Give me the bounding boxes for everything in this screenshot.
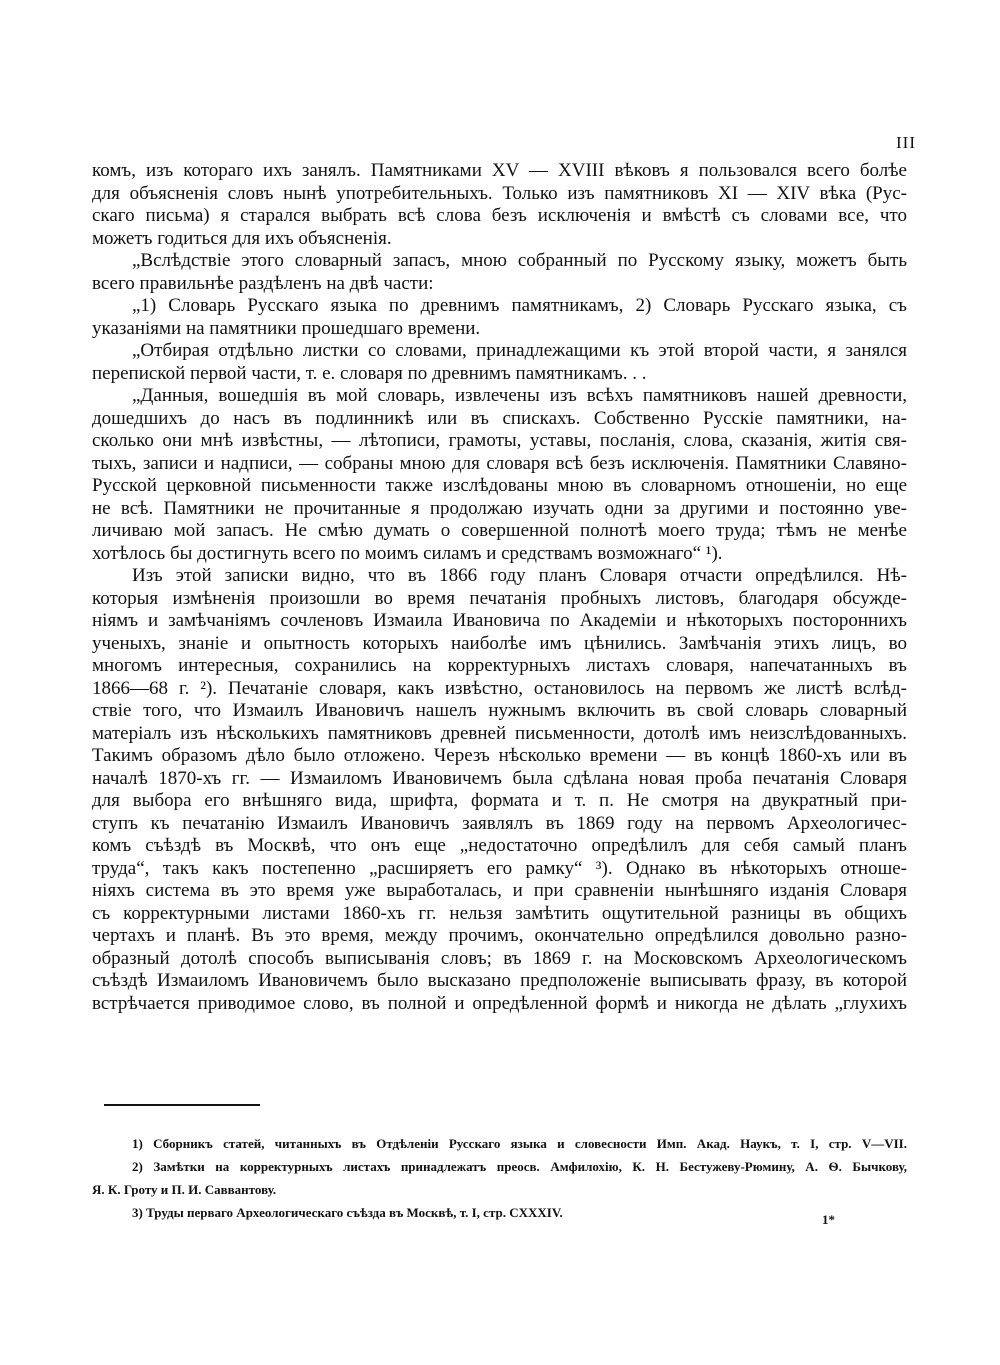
text-line: ніямъ и замѣчаніямъ сочленовъ Измаила Ивановича по Академіи и нѣкоторыхъ постороннихъ bbox=[92, 610, 907, 631]
text-line: началѣ 1870-хъ гг. — Измаиломъ Ивановичемъ была сдѣлана новая проба печатанія Словаря bbox=[92, 767, 907, 789]
text-line: комъ съѣздѣ въ Москвѣ, что онъ еще „недостаточно опредѣлилъ для себя самый планъ bbox=[92, 835, 907, 856]
footnote-line: 2) Замѣтки на корректурныхъ листахъ принадлежатъ преосв. Амфилохію, К. Н. Бестужеву-Рюмину, А. Ѳ. Бычкову, bbox=[132, 1159, 907, 1174]
text-line: указаніями на памятники прошедшаго времени. bbox=[92, 317, 481, 339]
text-line: съѣздѣ Измаиломъ Ивановичемъ было высказано предположеніе выписывать фразу, въ которой bbox=[92, 970, 907, 991]
text-line: „1) Словарь Русскаго языка по древнимъ памятникамъ, 2) Словарь Русскаго языка, съ bbox=[132, 295, 907, 316]
page-number: III bbox=[896, 133, 916, 152]
text-line: чертахъ и планѣ. Въ это время, между прочимъ, окончательно опредѣлился довольно разно- bbox=[92, 925, 907, 946]
text-line: можетъ годиться для ихъ объясненія. bbox=[92, 227, 392, 249]
text-line: ученыхъ, знаніе и опытность которыхъ наиболѣе имъ цѣнились. Замѣчанія этихъ лицъ, во bbox=[92, 632, 907, 654]
text-line: Русской церковной письменности также изслѣдованы мною въ словарномъ отношеніи, но еще bbox=[92, 475, 907, 496]
signature-mark: 1* bbox=[822, 1212, 835, 1227]
text-line: ніяхъ система въ это время уже выработалась, и при сравненіи нынѣшняго изданія Словаря bbox=[92, 880, 907, 901]
text-line: образный дотолѣ способъ выписыванія словъ; въ 1869 г. на Московскомъ Археологическомъ bbox=[92, 947, 907, 969]
text-line: хотѣлось бы достигнуть всего по моимъ силамъ и средствамъ возможнаго“ ¹). bbox=[92, 542, 723, 564]
text-line: перепиской первой части, т. е. словаря по древнимъ памятникамъ. . . bbox=[92, 362, 647, 384]
text-line: встрѣчается приводимое слово, въ полной и опредѣленной формѣ и никогда не дѣлать „глухихъ bbox=[92, 992, 907, 1014]
text-line: личиваю мой запасъ. Не смѣю думать о совершенной полнотѣ моего труда; тѣмъ не менѣе bbox=[92, 520, 907, 541]
text-line: ступъ къ печатанію Измаилъ Ивановичъ заявлялъ въ 1869 году на первомъ Археологичес- bbox=[92, 812, 907, 834]
text-line: матеріалъ изъ нѣсколькихъ памятниковъ древней письменности, дотолѣ имъ неизслѣдованныхъ. bbox=[92, 722, 907, 744]
text-line: Изъ этой записки видно, что въ 1866 году планъ Словаря отчасти опредѣлился. Нѣ- bbox=[132, 565, 907, 586]
text-line: которыя измѣненія произошли во время печатанія пробныхъ листовъ, благодаря обсужде- bbox=[92, 587, 907, 609]
footnote-line: Я. К. Гроту и П. И. Саввантову. bbox=[92, 1182, 277, 1197]
text-line: съ корректурными листами 1860-хъ гг. нельзя замѣтить ощутительной разницы въ общихъ bbox=[92, 902, 907, 924]
text-line: скаго письма) я старался выбрать всѣ слова безъ исключенія и вмѣстѣ съ словами все, что bbox=[92, 205, 907, 226]
text-line: дошедшихъ до насъ въ подлинникѣ или въ спискахъ. Собственно Русскіе памятники, на- bbox=[92, 407, 907, 429]
footnote-line: 1) Сборникъ статей, читанныхъ въ Отдѣленіи Русскаго языка и словесности Имп. Акад. Наукъ, т. I, стр. V—VII. bbox=[132, 1136, 907, 1151]
text-line: комъ, изъ котораго ихъ занялъ. Памятниками XV — XVIII вѣковъ я пользовался всего болѣе bbox=[92, 160, 907, 181]
text-line: „Данныя, вошедшія въ мой словарь, извлечены изъ всѣхъ памятниковъ нашей древности, bbox=[132, 385, 907, 406]
text-line: „Отбирая отдѣльно листки со словами, принадлежащими къ этой второй части, я занялся bbox=[132, 340, 907, 361]
text-line: Такимъ образомъ дѣло было отложено. Черезъ нѣсколько времени — въ концѣ 1860-хъ или въ bbox=[92, 745, 907, 766]
text-line: для выбора его внѣшняго вида, шрифта, формата и т. п. Не смотря на двукратный при- bbox=[92, 790, 907, 811]
text-line: ствіе того, что Измаилъ Ивановичъ нашелъ нужнымъ включить въ свой словарь словарный bbox=[92, 700, 907, 721]
text-line: труда“, такъ какъ постепенно „расширяетъ его рамку“ ³). Однако въ нѣкоторыхъ отноше- bbox=[92, 857, 907, 879]
text-line: 1866—68 г. ²). Печатаніе словаря, какъ извѣстно, остановилось на первомъ же листѣ вслѣд- bbox=[92, 677, 907, 699]
text-line: многомъ интересныя, сохранились на корректурныхъ листахъ словаря, напечатанныхъ въ bbox=[92, 655, 907, 676]
text-line: не всѣ. Памятники не прочитанные я продолжаю изучать одни за другими и постоянно уве- bbox=[92, 497, 907, 519]
footnote-line: 3) Труды перваго Археологическаго съѣзда въ Москвѣ, т. I, стр. CXXXIV. bbox=[132, 1205, 563, 1220]
footnotes bbox=[92, 1132, 907, 1224]
text-line: сколько они мнѣ извѣстны, — лѣтописи, грамоты, уставы, посланія, слова, сказанія, житія свя- bbox=[92, 430, 907, 451]
text-line: для объясненія словъ нынѣ употребительныхъ. Только изъ памятниковъ XI — XIV вѣка (Рус- bbox=[92, 182, 907, 204]
main-text bbox=[92, 160, 907, 1015]
text-line: всего правильнѣе раздѣленъ на двѣ части: bbox=[92, 272, 434, 294]
footnote-divider bbox=[104, 1104, 260, 1106]
text-line: „Вслѣдствіе этого словарный запасъ, мною собранный по Русскому языку, можетъ быть bbox=[132, 250, 907, 271]
text-line: тыхъ, записи и надписи, — собраны мною для словаря всѣ безъ исключенія. Памятники Славяно- bbox=[92, 452, 907, 474]
